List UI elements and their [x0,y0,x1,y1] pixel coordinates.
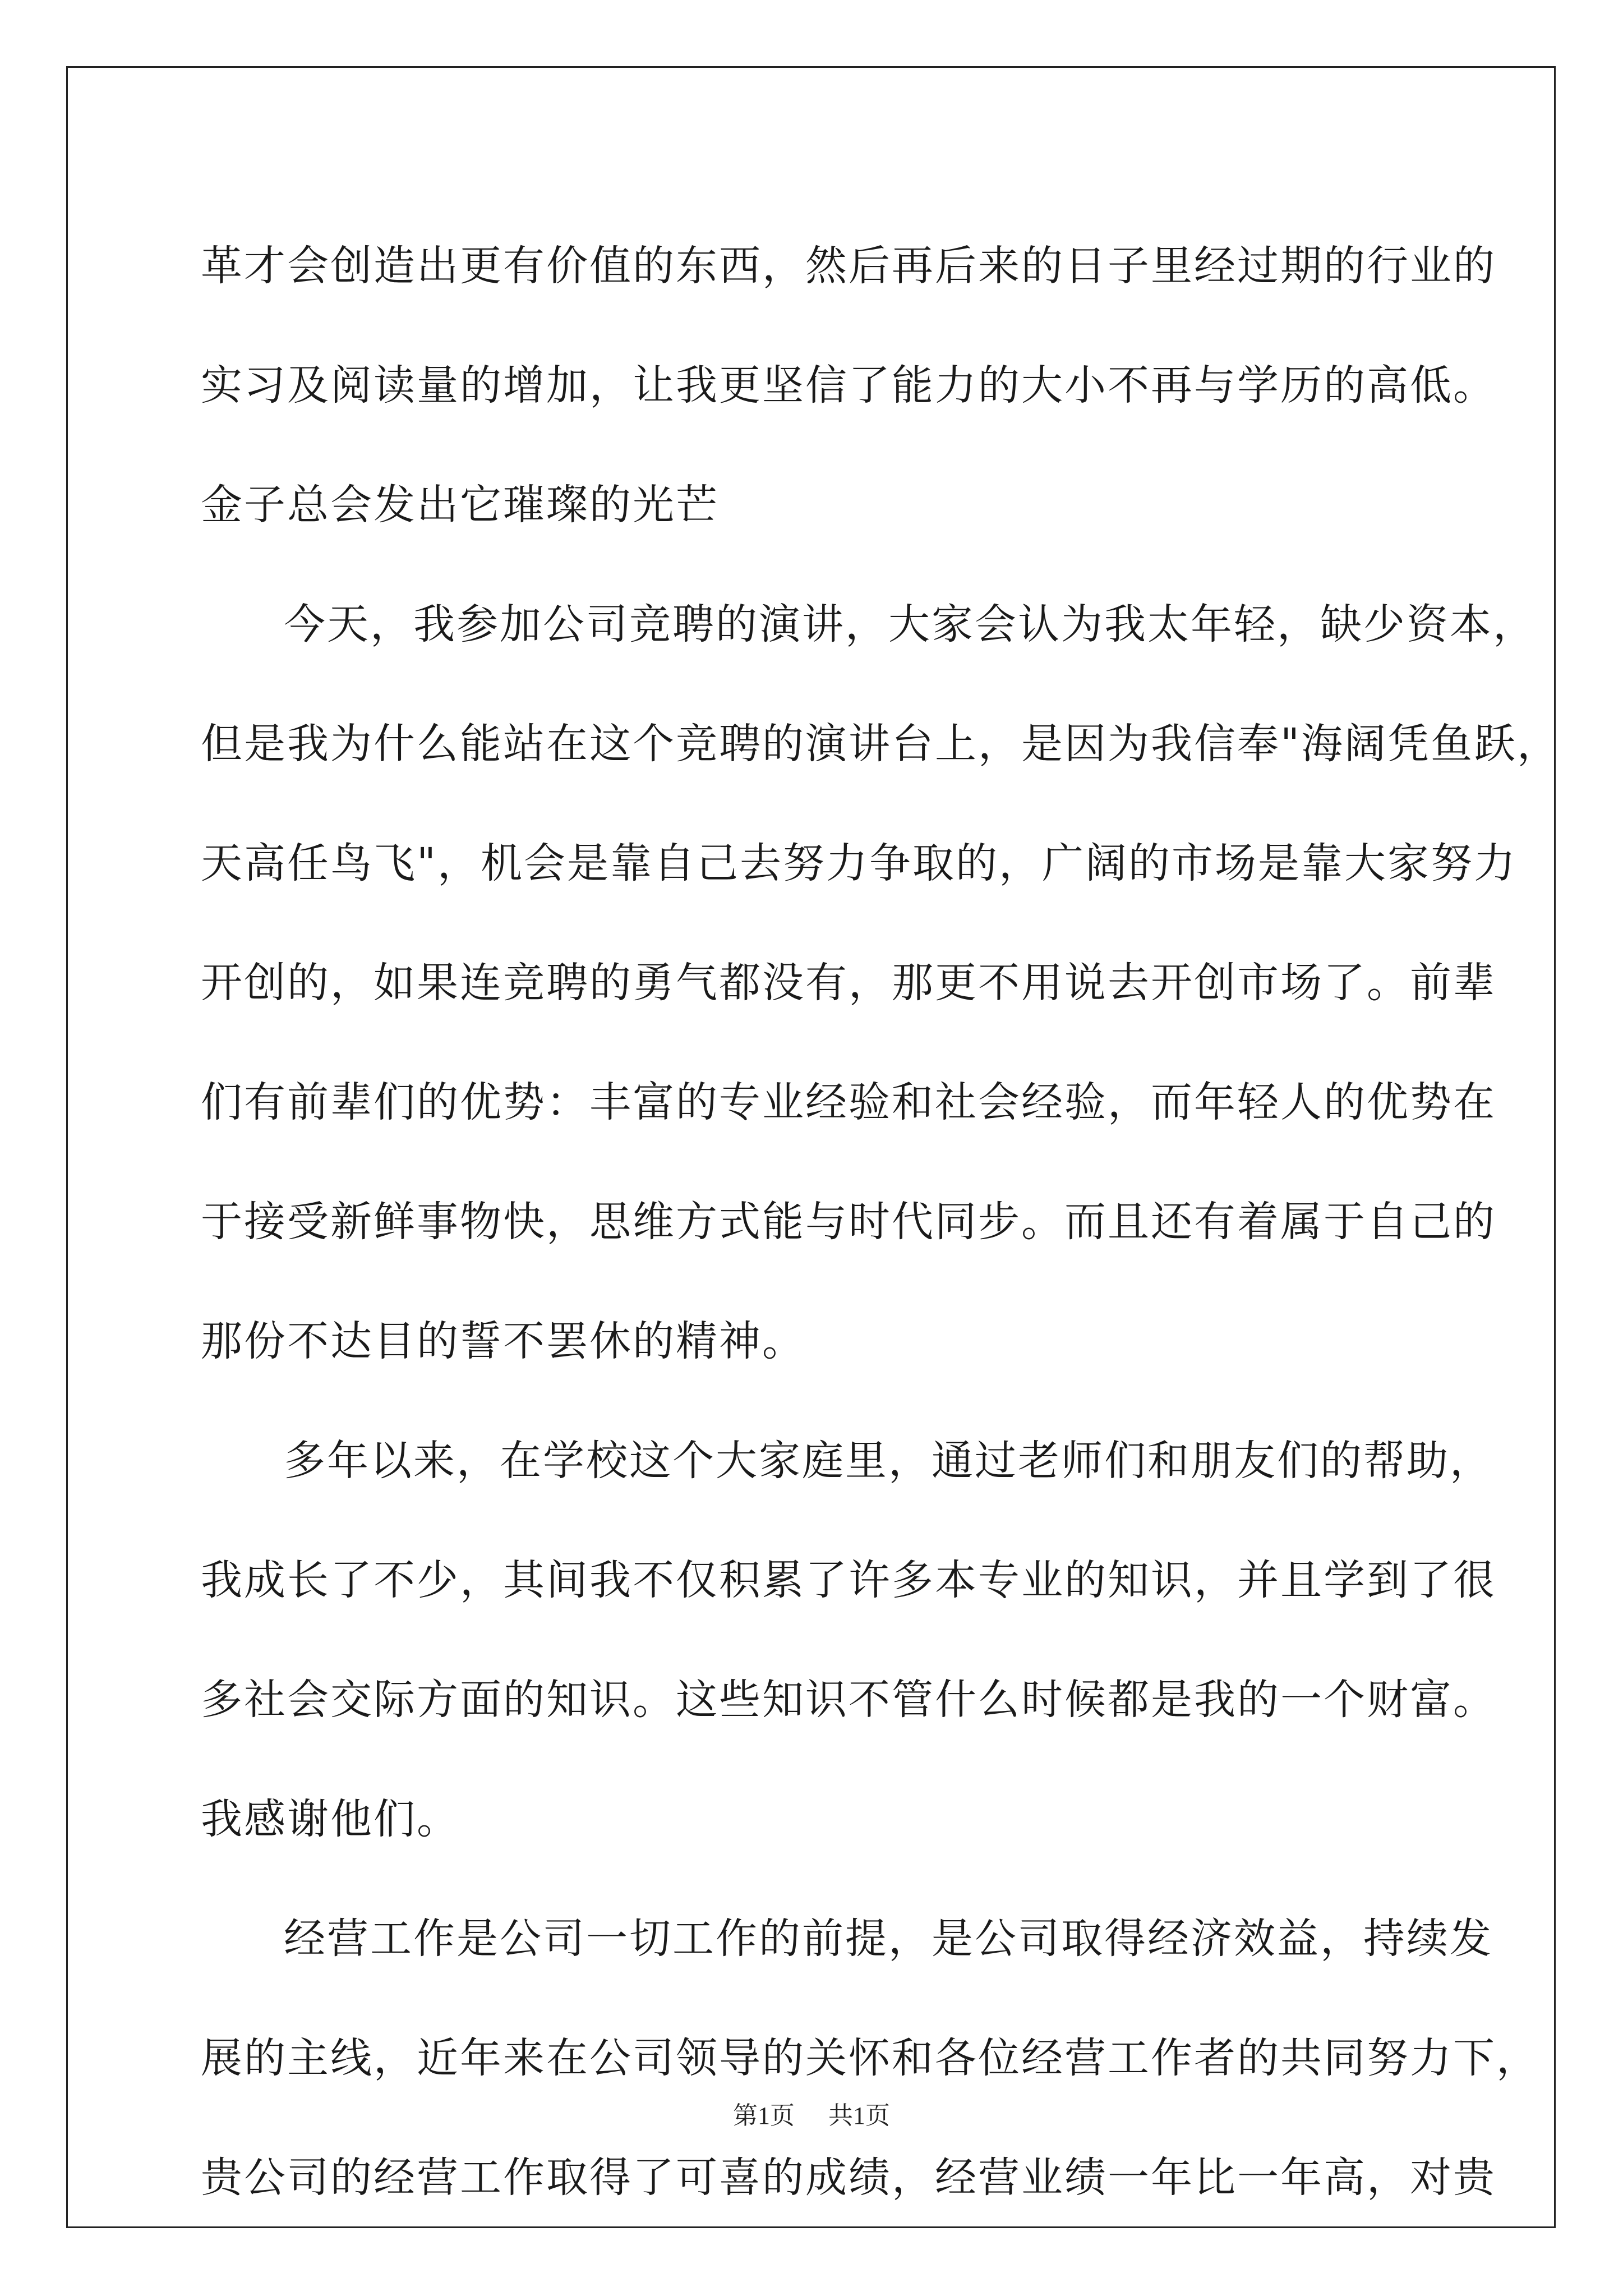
text-line: 多社会交际方面的知识。这些知识不管什么时候都是我的一个财富。 [201,1676,1496,1724]
page-footer [0,2095,1623,2131]
text-line: 贵公司的经营工作取得了可喜的成绩，经营业绩一年比一年高，对贵 [201,2154,1496,2202]
text-line: 但是我为什么能站在这个竞聘的演讲台上，是因为我信奉"海阔凭鱼跃， [201,720,1561,768]
paragraph-first-line: 经营工作是公司一切工作的前提，是公司取得经济效益，持续发 [284,1915,1493,1963]
page-total: 共1页 [828,2102,890,2129]
text-line: 于接受新鲜事物快，思维方式能与时代同步。而且还有着属于自己的 [201,1198,1496,1246]
text-line: 天高任鸟飞"，机会是靠自己去努力争取的，广阔的市场是靠大家努力 [201,839,1518,887]
text-line: 革才会创造出更有价值的东西，然后再后来的日子里经过期的行业的 [201,242,1496,290]
text-line: 实习及阅读量的增加，让我更坚信了能力的大小不再与学历的高低。 [201,361,1496,409]
text-line: 展的主线，近年来在公司领导的关怀和各位经营工作者的共同努力下， [201,2034,1539,2082]
text-line: 我成长了不少，其间我不仅积累了许多本专业的知识，并且学到了很 [201,1556,1496,1604]
text-line: 那份不达目的誓不罢休的精神。 [201,1317,805,1365]
text-line: 开创的，如果连竞聘的勇气都没有，那更不用说去开创市场了。前辈 [201,959,1496,1007]
paragraph-first-line: 多年以来，在学校这个大家庭里，通过老师们和朋友们的帮助， [284,1437,1493,1485]
text-line: 金子总会发出它璀璨的光芒 [201,481,719,529]
document-body [201,206,1561,2238]
text-line: 我感谢他们。 [201,1795,460,1843]
paragraph-first-line: 今天，我参加公司竞聘的演讲，大家会认为我太年轻，缺少资本， [284,600,1536,648]
text-line: 们有前辈们的优势：丰富的专业经验和社会经验，而年轻人的优势在 [201,1078,1496,1126]
page-number: 第1页 [733,2102,795,2129]
